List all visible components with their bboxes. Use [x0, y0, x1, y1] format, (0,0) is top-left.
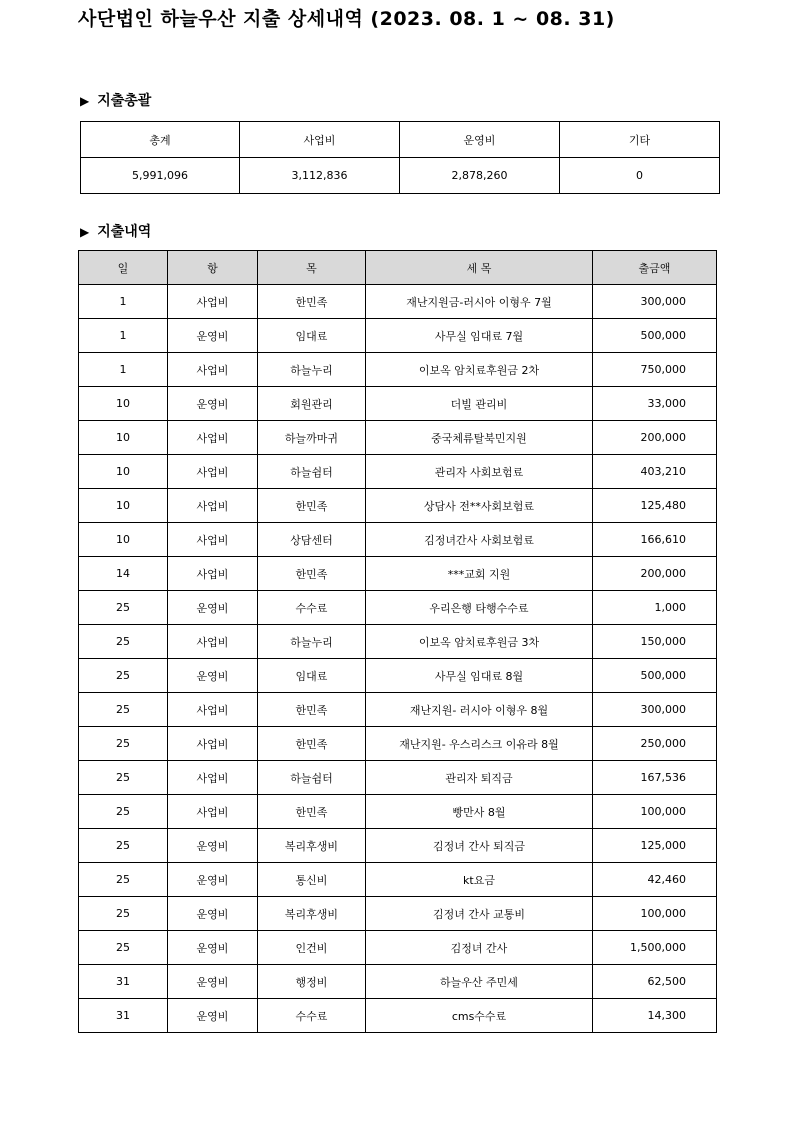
detail-cell-subitem: 김정녀 간사	[366, 931, 593, 965]
summary-header-total: 총계	[81, 122, 240, 158]
detail-cell-day: 1	[79, 285, 168, 319]
detail-cell-amount: 14,300	[593, 999, 717, 1033]
detail-cell-item: 수수료	[258, 591, 366, 625]
detail-cell-day: 10	[79, 523, 168, 557]
detail-cell-item: 한민족	[258, 285, 366, 319]
table-row	[79, 387, 717, 421]
summary-header-operating: 운영비	[400, 122, 560, 158]
detail-cell-subitem: 이보옥 암치료후원금 2차	[366, 353, 593, 387]
detail-cell-item: 인건비	[258, 931, 366, 965]
detail-cell-subitem: 관리자 퇴직금	[366, 761, 593, 795]
detail-cell-amount: 62,500	[593, 965, 717, 999]
detail-cell-day: 25	[79, 727, 168, 761]
detail-cell-amount: 100,000	[593, 795, 717, 829]
detail-cell-subitem: 재난지원금-러시아 이형우 7월	[366, 285, 593, 319]
detail-cell-item: 임대료	[258, 659, 366, 693]
detail-cell-subitem: 우리은행 타행수수료	[366, 591, 593, 625]
table-row	[79, 523, 717, 557]
detail-cell-amount: 250,000	[593, 727, 717, 761]
table-row	[79, 353, 717, 387]
detail-cell-item: 임대료	[258, 319, 366, 353]
detail-cell-day: 25	[79, 863, 168, 897]
summary-value-other: 0	[560, 158, 720, 194]
table-row	[79, 863, 717, 897]
detail-header-category: 항	[168, 251, 258, 285]
detail-cell-amount: 200,000	[593, 557, 717, 591]
summary-value-total: 5,991,096	[81, 158, 240, 194]
table-row	[79, 319, 717, 353]
detail-cell-subitem: 김정녀간사 사회보험료	[366, 523, 593, 557]
detail-cell-item: 행정비	[258, 965, 366, 999]
detail-cell-day: 10	[79, 489, 168, 523]
summary-header-other: 기타	[560, 122, 720, 158]
detail-cell-subitem: 김정녀 간사 퇴직금	[366, 829, 593, 863]
detail-cell-category: 운영비	[168, 591, 258, 625]
detail-cell-item: 한민족	[258, 489, 366, 523]
detail-cell-amount: 100,000	[593, 897, 717, 931]
detail-cell-amount: 42,460	[593, 863, 717, 897]
table-row	[79, 557, 717, 591]
detail-cell-day: 25	[79, 931, 168, 965]
table-row	[79, 659, 717, 693]
detail-cell-day: 14	[79, 557, 168, 591]
detail-cell-amount: 33,000	[593, 387, 717, 421]
detail-cell-day: 25	[79, 761, 168, 795]
detail-cell-day: 1	[79, 319, 168, 353]
detail-cell-subitem: 김정녀 간사 교통비	[366, 897, 593, 931]
detail-cell-subitem: 관리자 사회보험료	[366, 455, 593, 489]
detail-cell-subitem: 더빌 관리비	[366, 387, 593, 421]
detail-cell-item: 한민족	[258, 795, 366, 829]
detail-cell-subitem: kt요금	[366, 863, 593, 897]
triangle-marker-icon: ▶	[80, 225, 90, 239]
summary-value-business: 3,112,836	[240, 158, 400, 194]
detail-cell-category: 사업비	[168, 523, 258, 557]
detail-header-row	[79, 251, 717, 285]
detail-cell-category: 운영비	[168, 829, 258, 863]
detail-cell-category: 사업비	[168, 693, 258, 727]
detail-cell-amount: 403,210	[593, 455, 717, 489]
detail-cell-category: 사업비	[168, 455, 258, 489]
detail-cell-item: 상담센터	[258, 523, 366, 557]
detail-cell-subitem: ***교회 지원	[366, 557, 593, 591]
detail-section-label: 지출내역	[97, 224, 152, 240]
detail-cell-category: 운영비	[168, 659, 258, 693]
detail-cell-category: 사업비	[168, 795, 258, 829]
detail-cell-day: 10	[79, 421, 168, 455]
summary-table	[80, 121, 720, 194]
detail-cell-day: 1	[79, 353, 168, 387]
detail-cell-category: 운영비	[168, 999, 258, 1033]
summary-header-row	[81, 122, 720, 158]
detail-cell-amount: 300,000	[593, 285, 717, 319]
detail-cell-item: 하늘쉼터	[258, 761, 366, 795]
detail-cell-day: 25	[79, 795, 168, 829]
detail-cell-category: 운영비	[168, 897, 258, 931]
detail-cell-subitem: 하늘우산 주민세	[366, 965, 593, 999]
detail-cell-subitem: 재난지원- 러시아 이형우 8월	[366, 693, 593, 727]
table-row	[79, 999, 717, 1033]
summary-value-row	[81, 158, 720, 194]
summary-header-business: 사업비	[240, 122, 400, 158]
table-row	[79, 931, 717, 965]
detail-cell-category: 운영비	[168, 931, 258, 965]
detail-cell-category: 사업비	[168, 727, 258, 761]
detail-cell-day: 25	[79, 829, 168, 863]
table-row	[79, 693, 717, 727]
detail-cell-amount: 200,000	[593, 421, 717, 455]
detail-cell-day: 25	[79, 897, 168, 931]
detail-cell-category: 운영비	[168, 863, 258, 897]
detail-cell-day: 25	[79, 625, 168, 659]
detail-header-day: 일	[79, 251, 168, 285]
detail-cell-item: 한민족	[258, 693, 366, 727]
detail-cell-category: 사업비	[168, 489, 258, 523]
table-row	[79, 829, 717, 863]
detail-cell-subitem: 상담사 전**사회보험료	[366, 489, 593, 523]
detail-cell-category: 운영비	[168, 319, 258, 353]
detail-cell-item: 하늘누리	[258, 353, 366, 387]
detail-cell-item: 수수료	[258, 999, 366, 1033]
detail-cell-amount: 1,500,000	[593, 931, 717, 965]
detail-section-heading	[80, 221, 151, 241]
table-row	[79, 897, 717, 931]
detail-cell-category: 사업비	[168, 761, 258, 795]
detail-cell-day: 10	[79, 455, 168, 489]
detail-header-subitem: 세 목	[366, 251, 593, 285]
detail-cell-item: 통신비	[258, 863, 366, 897]
triangle-marker-icon: ▶	[80, 94, 90, 108]
detail-cell-amount: 750,000	[593, 353, 717, 387]
detail-cell-amount: 166,610	[593, 523, 717, 557]
detail-cell-amount: 125,480	[593, 489, 717, 523]
table-row	[79, 489, 717, 523]
table-row	[79, 285, 717, 319]
detail-cell-subitem: 재난지원- 우스리스크 이유라 8월	[366, 727, 593, 761]
detail-cell-category: 운영비	[168, 965, 258, 999]
detail-cell-item: 한민족	[258, 727, 366, 761]
detail-cell-amount: 150,000	[593, 625, 717, 659]
page-title: 사단법인 하늘우산 지출 상세내역 (2023. 08. 1 ~ 08. 31)	[78, 8, 615, 30]
table-row	[79, 455, 717, 489]
summary-value-operating: 2,878,260	[400, 158, 560, 194]
table-row	[79, 965, 717, 999]
detail-cell-subitem: cms수수료	[366, 999, 593, 1033]
table-row	[79, 421, 717, 455]
detail-cell-item: 하늘까마귀	[258, 421, 366, 455]
detail-cell-item: 하늘쉼터	[258, 455, 366, 489]
detail-cell-subitem: 빵만사 8월	[366, 795, 593, 829]
detail-cell-category: 사업비	[168, 625, 258, 659]
detail-cell-category: 사업비	[168, 557, 258, 591]
table-row	[79, 795, 717, 829]
detail-header-amount: 출금액	[593, 251, 717, 285]
detail-cell-subitem: 중국체류탈북민지원	[366, 421, 593, 455]
detail-cell-day: 25	[79, 693, 168, 727]
summary-section-label: 지출총괄	[97, 93, 152, 109]
detail-cell-amount: 125,000	[593, 829, 717, 863]
detail-cell-category: 사업비	[168, 353, 258, 387]
detail-cell-amount: 167,536	[593, 761, 717, 795]
detail-cell-day: 25	[79, 659, 168, 693]
detail-cell-day: 31	[79, 999, 168, 1033]
detail-cell-category: 사업비	[168, 285, 258, 319]
detail-cell-amount: 500,000	[593, 319, 717, 353]
detail-cell-subitem: 사무실 임대료 7월	[366, 319, 593, 353]
detail-cell-item: 한민족	[258, 557, 366, 591]
detail-cell-category: 사업비	[168, 421, 258, 455]
table-row	[79, 761, 717, 795]
detail-cell-amount: 1,000	[593, 591, 717, 625]
detail-cell-item: 복리후생비	[258, 897, 366, 931]
detail-cell-category: 운영비	[168, 387, 258, 421]
table-row	[79, 625, 717, 659]
detail-cell-amount: 500,000	[593, 659, 717, 693]
detail-cell-subitem: 이보옥 암치료후원금 3차	[366, 625, 593, 659]
summary-section-heading	[80, 90, 151, 110]
table-row	[79, 591, 717, 625]
table-row	[79, 727, 717, 761]
detail-cell-day: 10	[79, 387, 168, 421]
detail-cell-day: 31	[79, 965, 168, 999]
detail-cell-item: 복리후생비	[258, 829, 366, 863]
detail-cell-subitem: 사무실 임대료 8월	[366, 659, 593, 693]
detail-table	[78, 250, 717, 1033]
detail-cell-item: 하늘누리	[258, 625, 366, 659]
detail-header-item: 목	[258, 251, 366, 285]
detail-cell-item: 회원관리	[258, 387, 366, 421]
detail-cell-day: 25	[79, 591, 168, 625]
detail-cell-amount: 300,000	[593, 693, 717, 727]
